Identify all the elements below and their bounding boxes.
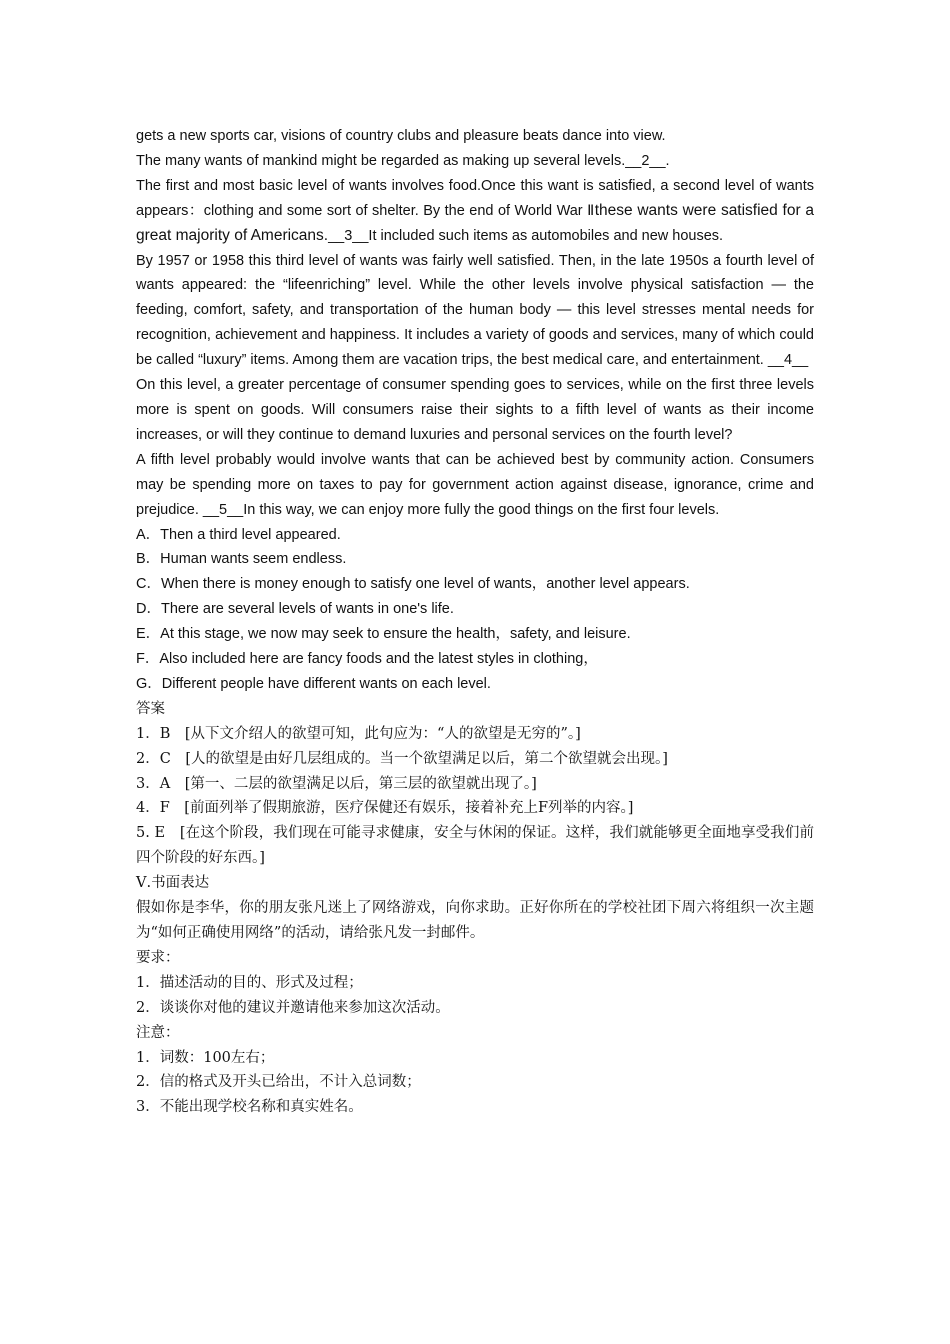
option-g: G．Different people have different wants on each level. [136,675,491,692]
passage-paragraph-1: The many wants of mankind might be regarded as making up several levels.__2__. [136,152,670,169]
option-d: D．There are several levels of wants in one's life. [136,601,454,618]
option-b: B．Human wants seem endless. [136,551,347,568]
requirements-label: 要求： [136,949,180,966]
option-c: C．When there is money enough to satisfy one level of wants，another level appears. [136,576,690,593]
answer-3: 3．A [第一、二层的欲望满足以后，第三层的欲望就出现了。] [136,775,537,792]
option-e: E．At this stage, we now may seek to ensure the health，safety, and leisure. [136,626,631,643]
passage-paragraph-2-part-b: these wants were satisfied for a great majority of Americans. [136,201,815,244]
answer-5: 5. E [在这个阶段，我们现在可能寻求健康，安全与休闲的保证。这样，我们就能够更全面地享受我们前四个阶段的好东西。] [136,825,814,867]
answer-1: 1．B [从下文介绍人的欲望可知，此句应为：“人的欲望是无穷的”。] [136,725,581,742]
passage-paragraph-0: gets a new sports car, visions of country clubs and pleasure beats dance into view. [136,128,666,144]
passage-paragraph-3: By 1957 or 1958 this third level of wants was fairly well satisfied. Then, in the late 1950s a fourth level of wants appeared: the “lifeenriching” level. While the other levels involve physical satisfaction — the feeding, comfort, safety, and transportation of the human body — this level stresses mental needs for recognition, achievement and happiness. It includes a variety of goods and services, many of which could be called “luxury” items. Among them are vacation trips, the best medical care, and entertainment. __4__ [136,252,814,369]
answer-4: 4．F [前面列举了假期旅游，医疗保健还有娱乐，接着补充上F列举的内容。] [136,800,634,817]
writing-heading: Ⅴ.书面表达 [136,875,210,892]
note-3: 3．不能出现学校名称和真实姓名。 [136,1099,363,1116]
passage-paragraph-2-part-a: The first and most basic level of wants involves food.Once this want is satisfied, a second level of wants appears：clothing and some sort of shelter. By the end of World War Ⅱ [136,177,814,219]
answers-heading: 答案 [136,700,165,717]
passage-paragraph-4: On this level, a greater percentage of consumer spending goes to services, while on the first three levels more is spent on goods. Will consumers raise their sights to a fifth level of wants as their income increases, or will they continue to demand luxuries and personal services on the fourth level? [136,377,814,443]
document-page [136,124,814,1120]
notes-label: 注意： [136,1024,180,1041]
answer-2: 2．C [人的欲望是由好几层组成的。当一个欲望满足以后，第二个欲望就会出现。] [136,750,668,767]
writing-prompt: 假如你是李华，你的朋友张凡迷上了网络游戏，向你求助。正好你所在的学校社团下周六将组织一次主题为“如何正确使用网络”的活动，请给张凡发一封邮件。 [136,900,814,941]
passage-paragraph-5: A fifth level probably would involve wants that can be achieved best by community action. Consumers may be spending more on taxes to pay for government action against disease, ignorance, crime and prejudice. __5__In this way, we can enjoy more fully the good things on the first four levels. [136,451,814,518]
note-2: 2．信的格式及开头已给出，不计入总词数； [136,1074,421,1091]
requirement-1: 1．描述活动的目的、形式及过程； [136,974,363,991]
option-a: A．Then a third level appeared. [136,526,341,543]
passage-paragraph-2-part-c: __3__It included such items as automobiles and new houses. [328,227,724,244]
requirement-2: 2．谈谈你对他的建议并邀请他来参加这次活动。 [136,999,450,1016]
option-f: F．Also included here are fancy foods and the latest styles in clothing， [136,651,598,668]
passage-paragraph-2 [136,174,814,249]
note-1: 1．词数：100左右； [136,1049,275,1066]
